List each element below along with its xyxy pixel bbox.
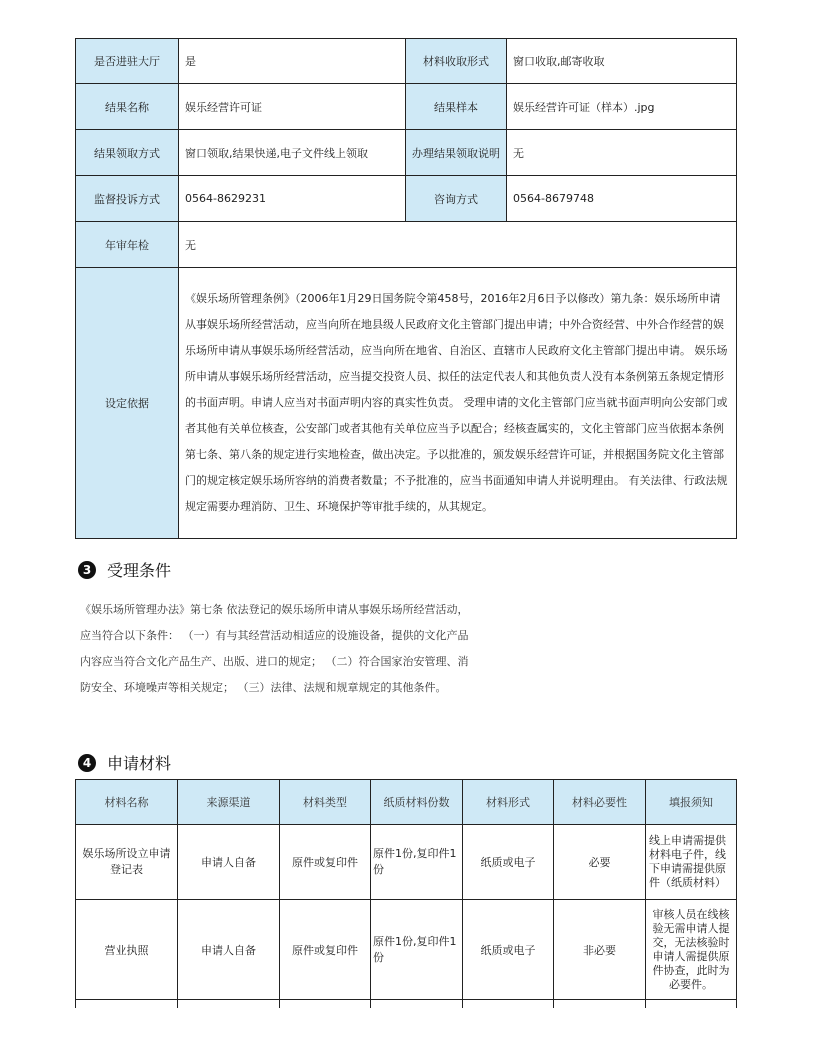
annual-value: 无	[179, 222, 737, 268]
material-source: 申请人自备	[178, 825, 280, 900]
material-name: 营业执照	[76, 900, 178, 1000]
continued-cell	[178, 1000, 280, 1008]
continued-cell	[463, 1000, 554, 1008]
result-sample-link[interactable]: 娱乐经营许可证（样本）.jpg	[507, 84, 737, 130]
material-note: 审核人员在线核验无需申请人提交，无法核验时申请人需提供原件协查，此时为必要件。	[646, 900, 737, 1000]
basis-value: 《娱乐场所管理条例》（2006年1月29日国务院令第458号，2016年2月6日予以修改）第九条：娱乐场所申请从事娱乐场所经营活动，应当向所在地县级人民政府文化主管部门提出申请；中外合资经营、中外合作经营的娱乐场所申请从事娱乐场所经营活动，应当向所在地省、自治区、直辖市人民政府文化主管部门提出申请。 娱乐场所申请从事娱乐场所经营活动，应当提交投资人员、拟任的法定代表人和其他负责人没有本条例第五条规定情形的书面声明。申请人应当对书面声明内容的真实性负责。 受理申请的文化主管部门应当就书面声明向公安部门或者其他有关单位核查，公安部门或者其他有关单位应当予以配合；经核查属实的，文化主管部门应当依据本条例第七条、第八条的规定进行实地检查，做出决定。予以批准的，颁发娱乐经营许可证，并根据国务院文化主管部门的规定核定娱乐场所容纳的消费者数量；不予批准的，应当书面通知申请人并说明理由。 有关法律、行政法规规定需要办理消防、卫生、环境保护等审批手续的，从其规定。	[179, 268, 737, 539]
material-type: 原件或复印件	[280, 825, 371, 900]
header-note: 填报须知	[646, 780, 737, 825]
header-necessity: 材料必要性	[554, 780, 646, 825]
info-row-result	[76, 84, 737, 130]
continued-cell	[280, 1000, 371, 1008]
info-row-contact	[76, 176, 737, 222]
collect-form-value: 窗口收取,邮寄收取	[507, 39, 737, 84]
result-pickup-note-label: 办理结果领取说明	[406, 130, 507, 176]
info-row-hall	[76, 39, 737, 84]
material-form: 纸质或电子	[463, 825, 554, 900]
continued-cell	[646, 1000, 737, 1008]
continued-cell	[76, 1000, 178, 1008]
header-form: 材料形式	[463, 780, 554, 825]
table-row-continued	[76, 1000, 737, 1008]
consult-value: 0564-8679748	[507, 176, 737, 222]
hall-value: 是	[179, 39, 406, 84]
collect-form-label: 材料收取形式	[406, 39, 507, 84]
material-necessity: 非必要	[554, 900, 646, 1000]
info-row-pickup	[76, 130, 737, 176]
section-4-title: 申请材料	[107, 754, 172, 773]
section-3-title: 受理条件	[107, 561, 172, 580]
table-row	[76, 900, 737, 1000]
result-sample-label: 结果样本	[406, 84, 507, 130]
section-4-number: 4	[78, 754, 96, 772]
header-type: 材料类型	[280, 780, 371, 825]
materials-table	[75, 779, 737, 1008]
material-necessity: 必要	[554, 825, 646, 900]
info-row-annual	[76, 222, 737, 268]
annual-label: 年审年检	[76, 222, 179, 268]
result-name-value: 娱乐经营许可证	[179, 84, 406, 130]
material-form: 纸质或电子	[463, 900, 554, 1000]
section-3-header	[78, 558, 171, 581]
material-copies: 原件1份,复印件1份	[371, 825, 463, 900]
material-type: 原件或复印件	[280, 900, 371, 1000]
material-copies: 原件1份,复印件1份	[371, 900, 463, 1000]
header-material-name: 材料名称	[76, 780, 178, 825]
header-copies: 纸质材料份数	[371, 780, 463, 825]
result-pickup-label: 结果领取方式	[76, 130, 179, 176]
info-row-basis	[76, 268, 737, 539]
material-name: 娱乐场所设立申请登记表	[76, 825, 178, 900]
complaint-value: 0564-8629231	[179, 176, 406, 222]
hall-label: 是否进驻大厅	[76, 39, 179, 84]
result-name-label: 结果名称	[76, 84, 179, 130]
material-note: 线上申请需提供材料电子件，线下申请需提供原件（纸质材料）	[646, 825, 737, 900]
header-source: 来源渠道	[178, 780, 280, 825]
consult-label: 咨询方式	[406, 176, 507, 222]
continued-cell	[554, 1000, 646, 1008]
service-info-table	[75, 38, 737, 539]
basis-label: 设定依据	[76, 268, 179, 539]
materials-header-row	[76, 780, 737, 825]
result-pickup-note-value: 无	[507, 130, 737, 176]
section-3-number: 3	[78, 561, 96, 579]
result-pickup-value: 窗口领取,结果快递,电子文件线上领取	[179, 130, 406, 176]
continued-cell	[371, 1000, 463, 1008]
complaint-label: 监督投诉方式	[76, 176, 179, 222]
acceptance-conditions-text: 《娱乐场所管理办法》第七条 依法登记的娱乐场所申请从事娱乐场所经营活动，应当符合以下条件： （一）有与其经营活动相适应的设施设备，提供的文化产品内容应当符合文化产品生产、出版、进口的规定； （二）符合国家治安管理、消防安全、环境噪声等相关规定； （三）法律、法规和规章规定的其他条件。	[80, 603, 469, 694]
material-source: 申请人自备	[178, 900, 280, 1000]
table-row	[76, 825, 737, 900]
section-4-header	[78, 751, 171, 774]
